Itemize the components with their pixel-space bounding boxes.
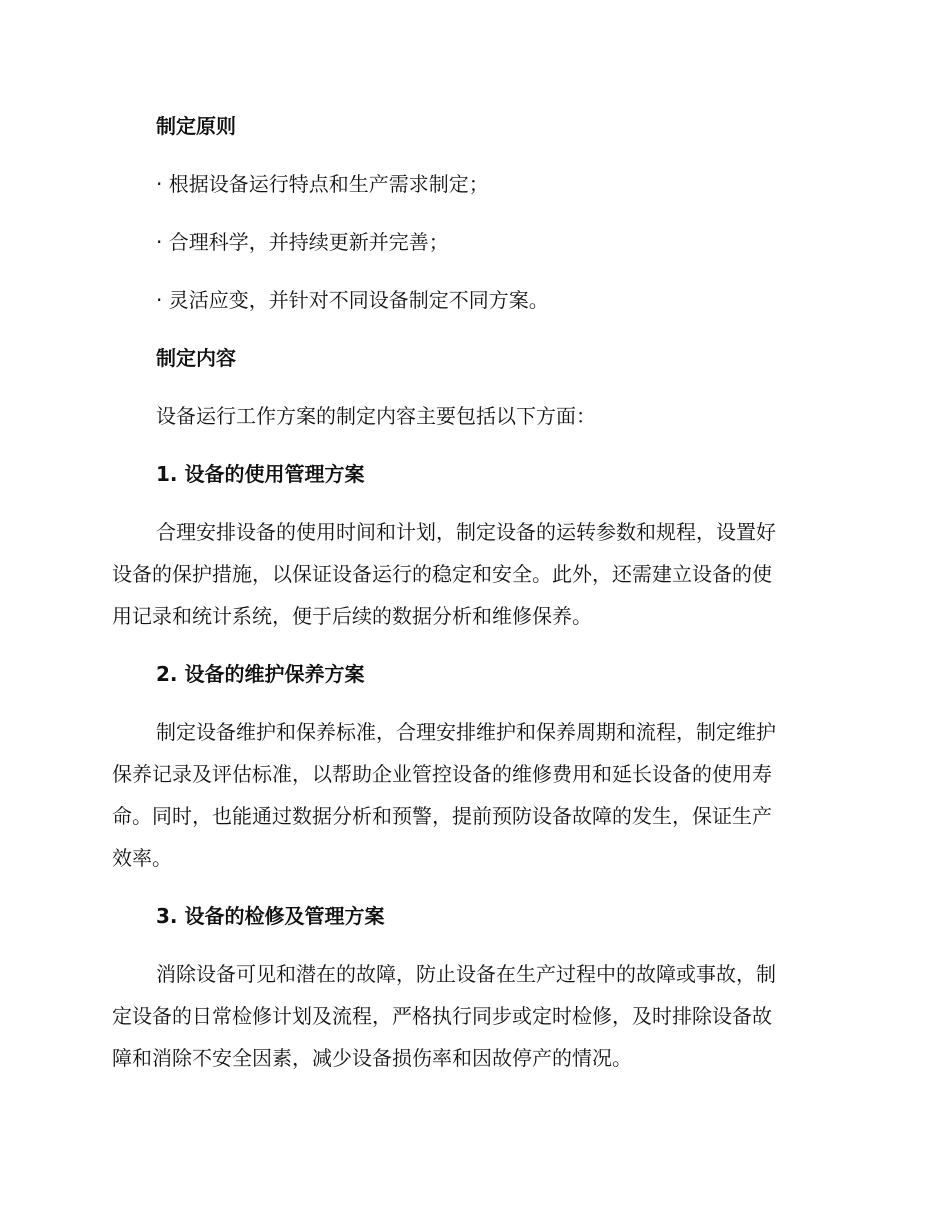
paragraph-line: 障和消除不安全因素，减少设备损伤率和因故停产的情况。 — [112, 1046, 632, 1070]
section-3-paragraph — [112, 960, 832, 1072]
section-2-paragraph — [112, 718, 832, 872]
paragraph-line: 效率。 — [112, 846, 172, 870]
section-1-title: 1. 设备的使用管理方案 — [156, 462, 365, 486]
principle-bullet-2: · 合理科学，并持续更新并完善； — [156, 230, 449, 254]
section-2-title: 2. 设备的维护保养方案 — [156, 662, 365, 686]
section-3-title: 3. 设备的检修及管理方案 — [156, 904, 385, 928]
section-1-paragraph — [112, 518, 832, 630]
paragraph-line: 命。同时，也能通过数据分析和预警，提前预防设备故障的发生，保证生产 — [112, 804, 772, 828]
principle-bullet-3: · 灵活应变，并针对不同设备制定不同方案。 — [156, 288, 549, 312]
paragraph-line: 消除设备可见和潜在的故障，防止设备在生产过程中的故障或事故，制 — [156, 962, 776, 986]
paragraph-line: 设备的保护措施，以保证设备运行的稳定和安全。此外，还需建立设备的使 — [112, 562, 772, 586]
paragraph-line: 合理安排设备的使用时间和计划，制定设备的运转参数和规程，设置好 — [156, 520, 776, 544]
principle-bullet-1: · 根据设备运行特点和生产需求制定； — [156, 172, 489, 196]
paragraph-line: 制定设备维护和保养标准，合理安排维护和保养周期和流程，制定维护 — [156, 720, 776, 744]
paragraph-line: 定设备的日常检修计划及流程，严格执行同步或定时检修，及时排除设备故 — [112, 1004, 772, 1028]
paragraph-line: 用记录和统计系统，便于后续的数据分析和维修保养。 — [112, 604, 592, 628]
principles-heading: 制定原则 — [156, 114, 236, 138]
content-intro: 设备运行工作方案的制定内容主要包括以下方面： — [156, 404, 596, 428]
document-page — [112, 112, 832, 1102]
paragraph-line: 保养记录及评估标准，以帮助企业管控设备的维修费用和延长设备的使用寿 — [112, 762, 772, 786]
content-heading: 制定内容 — [156, 346, 236, 370]
